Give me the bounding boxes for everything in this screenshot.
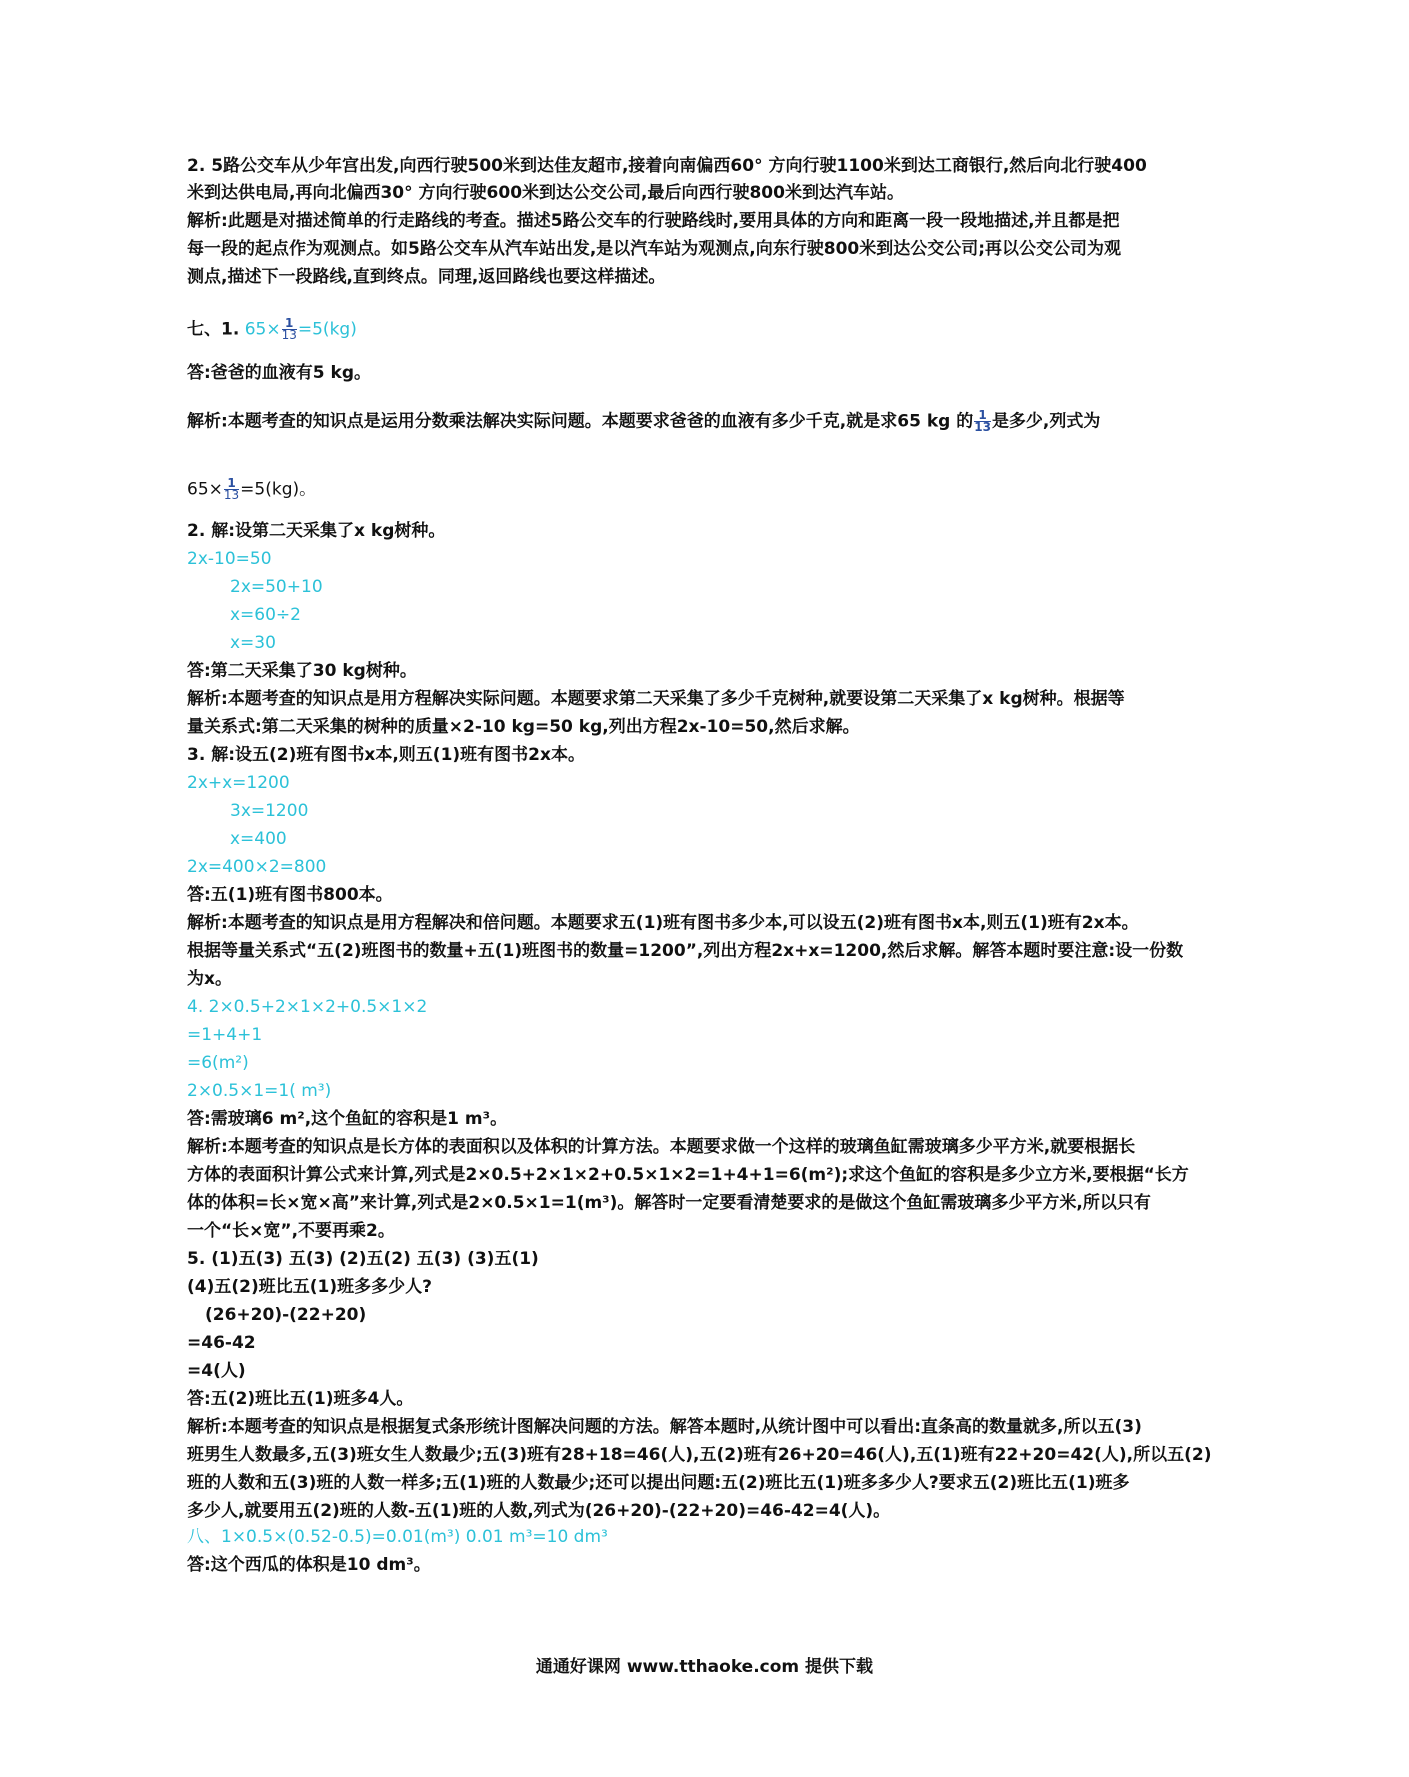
q8-line: 八、1×0.5×(0.52-0.5)=0.01(m³) 0.01 m³=10 dm³ (187, 1527, 608, 1547)
q3-line: 3. 解:设五(2)班有图书x本,则五(1)班有图书2x本。 (187, 745, 585, 765)
fraction: $\frac{1}{13}$ (974, 408, 991, 434)
q3-line: 2x=400×2=800 (187, 857, 327, 877)
q3-analysis: 为x。 (187, 969, 232, 989)
text-line: 2. 5路公交车从少年宫出发,向西行驶500米到达佳友超市,接着向南偏西60° 方向行驶1100米到达工商银行,然后向北行驶400 (187, 156, 1147, 176)
q5-line: =46-42 (187, 1333, 256, 1353)
text-line: 米到达供电局,再向北偏西30° 方向行驶600米到达公交公司,最后向西行驶800米到达汽车站。 (187, 183, 904, 203)
q2-answer: 答:第二天采集了30 kg树种。 (187, 661, 417, 681)
q3-line: x=400 (230, 829, 287, 849)
q3-line: 2x+x=1200 (187, 773, 290, 793)
text-line: 每一段的起点作为观测点。如5路公交车从汽车站出发,是以汽车站为观测点,向东行驶800米到达公交公司;再以公交公司为观 (187, 239, 1122, 259)
q7-expression: 七、1. 65× $\frac{1}{13}$ =5(kg) (187, 316, 357, 342)
q3-answer: 答:五(1)班有图书800本。 (187, 885, 393, 905)
q3-line: 3x=1200 (230, 801, 309, 821)
q4-line: =6(m²) (187, 1053, 249, 1073)
q2-line: x=30 (230, 633, 276, 653)
q7-final: 65× $\frac{1}{13}$ =5(kg)。 (187, 476, 317, 502)
q4-line: =1+4+1 (187, 1025, 263, 1045)
q4-analysis: 方体的表面积计算公式来计算,列式是2×0.5+2×1×2+0.5×1×2=1+4+1=6(m²);求这个鱼缸的容积是多少立方米,要根据“长方 (187, 1165, 1189, 1185)
q2-line: 2x-10=50 (187, 549, 272, 569)
q5-line: (4)五(2)班比五(1)班多多少人? (187, 1277, 432, 1297)
q5-analysis: 多少人,就要用五(2)班的人数-五(1)班的人数,列式为(26+20)-(22+20)=46-42=4(人)。 (187, 1501, 891, 1521)
q7-answer: 答:爸爸的血液有5 kg。 (187, 363, 372, 383)
q5-line: 5. (1)五(3) 五(3) (2)五(2) 五(3) (3)五(1) (187, 1249, 539, 1269)
fraction: $\frac{1}{13}$ (223, 476, 240, 502)
q4-line: 4. 2×0.5+2×1×2+0.5×1×2 (187, 997, 428, 1017)
q4-answer: 答:需玻璃6 m²,这个鱼缸的容积是1 m³。 (187, 1109, 508, 1129)
q2-analysis: 解析:本题考查的知识点是用方程解决实际问题。本题要求第二天采集了多少千克树种,就要设第二天采集了x kg树种。根据等 (187, 689, 1125, 709)
q3-analysis: 根据等量关系式“五(2)班图书的数量+五(1)班图书的数量=1200”,列出方程2x+x=1200,然后求解。解答本题时要注意:设一份数 (187, 941, 1184, 961)
q3-analysis: 解析:本题考查的知识点是用方程解决和倍问题。本题要求五(1)班有图书多少本,可以设五(2)班有图书x本,则五(1)班有2x本。 (187, 913, 1139, 933)
q5-line: (26+20)-(22+20) (205, 1305, 367, 1325)
q4-analysis: 一个“长×宽”,不要再乘2。 (187, 1221, 395, 1241)
page-footer: 通通好课网 www.tthaoke.com 提供下载 (535, 1657, 874, 1677)
q2-line: 2x=50+10 (230, 577, 323, 597)
q5-line: =4(人) (187, 1361, 246, 1381)
q5-analysis: 班的人数和五(3)班的人数一样多;五(1)班的人数最少;还可以提出问题:五(2)班比五(1)班多多少人?要求五(2)班比五(1)班多 (187, 1473, 1130, 1493)
q4-analysis: 体的体积=长×宽×高”来计算,列式是2×0.5×1=1(m³)。解答时一定要看清楚要求的是做这个鱼缸需玻璃多少平方米,所以只有 (187, 1193, 1151, 1213)
fraction: $\frac{1}{13}$ (281, 316, 297, 342)
text-line: 测点,描述下一段路线,直到终点。同理,返回路线也要这样描述。 (187, 267, 666, 287)
q5-answer: 答:五(2)班比五(1)班多4人。 (187, 1389, 414, 1409)
text-line: 解析:此题是对描述简单的行走路线的考查。描述5路公交车的行驶路线时,要用具体的方向和距离一段一段地描述,并且都是把 (187, 211, 1120, 231)
q8-answer: 答:这个西瓜的体积是10 dm³。 (187, 1555, 431, 1575)
q4-analysis: 解析:本题考查的知识点是长方体的表面积以及体积的计算方法。本题要求做一个这样的玻璃鱼缸需玻璃多少平方米,就要根据长 (187, 1137, 1136, 1157)
q2-analysis: 量关系式:第二天采集的树种的质量×2-10 kg=50 kg,列出方程2x-10=50,然后求解。 (187, 717, 860, 737)
q2-line: x=60÷2 (230, 605, 301, 625)
q7-analysis: 解析:本题考查的知识点是运用分数乘法解决实际问题。本题要求爸爸的血液有多少千克,就是求65 kg 的 $\frac{1}{13}$ 是多少,列式为 (187, 408, 1101, 434)
q5-analysis: 解析:本题考查的知识点是根据复式条形统计图解决问题的方法。解答本题时,从统计图中可以看出:直条高的数量就多,所以五(3) (187, 1417, 1142, 1437)
q4-line: 2×0.5×1=1( m³) (187, 1081, 332, 1101)
q2-line: 2. 解:设第二天采集了x kg树种。 (187, 521, 446, 541)
q5-analysis: 班男生人数最多,五(3)班女生人数最少;五(3)班有28+18=46(人),五(2)班有26+20=46(人),五(1)班有22+20=42(人),所以五(2) (187, 1445, 1212, 1465)
